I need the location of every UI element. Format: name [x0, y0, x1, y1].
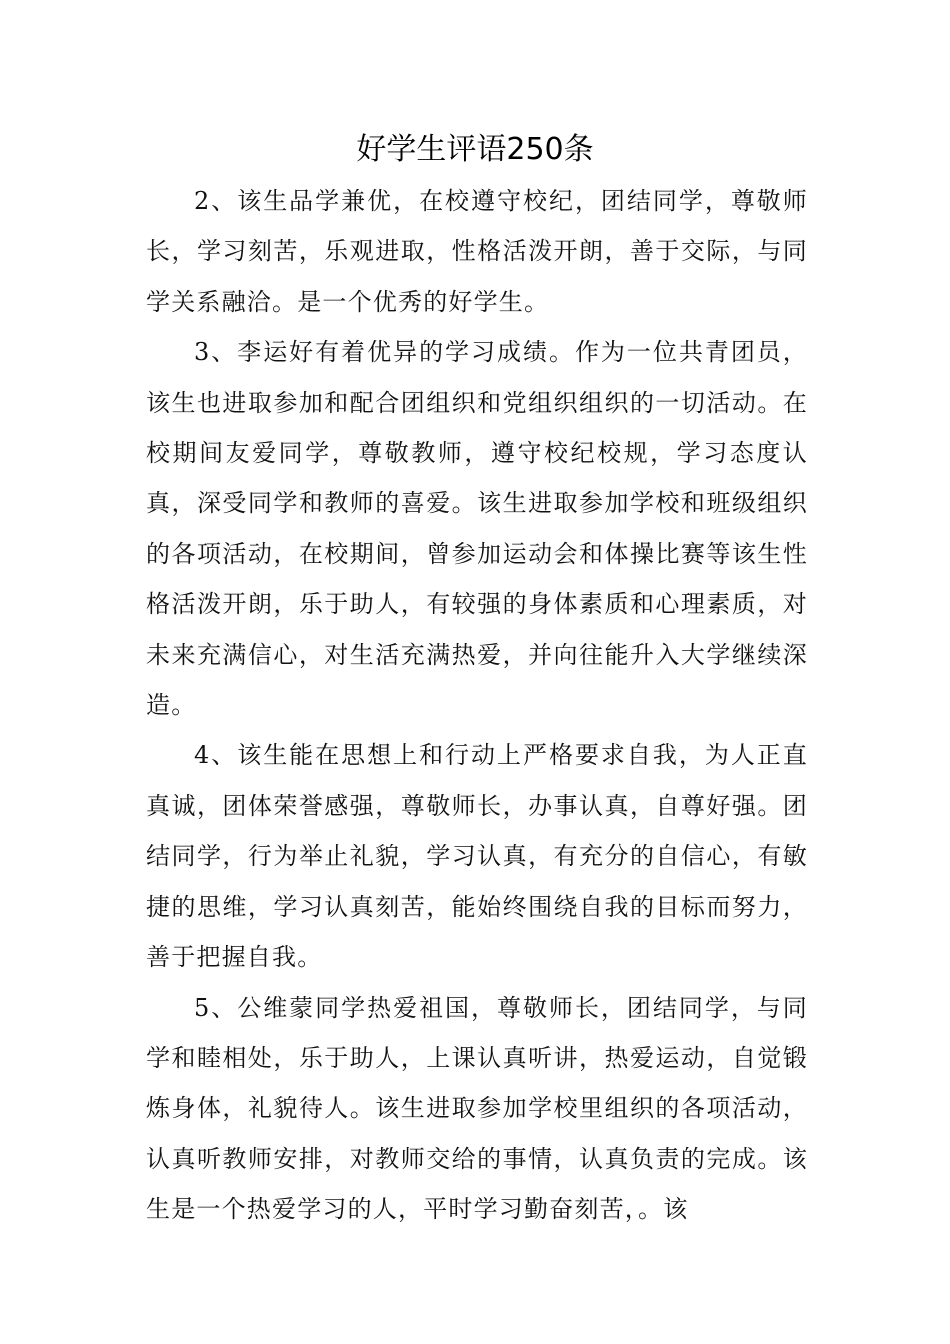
document-body — [146, 176, 808, 1235]
paragraph-5: 5、公维蒙同学热爱祖国，尊敬师长，团结同学，与同学和睦相处，乐于助人，上课认真听讲，热爱运动，自觉锻炼身体，礼貌待人。该生进取参加学校里组织的各项活动，认真听教师安排，对教师交给的事情，认真负责的完成。该生是一个热爱学习的人，平时学习勤奋刻苦，。该 — [146, 993, 808, 1224]
paragraph-2: 2、该生品学兼优，在校遵守校纪，团结同学，尊敬师长，学习刻苦，乐观进取，性格活泼开朗，善于交际，与同学关系融洽。是一个优秀的好学生。 — [146, 187, 808, 316]
document-title: 好学生评语250条 — [356, 132, 594, 167]
paragraph-3: 3、李运好有着优异的学习成绩。作为一位共青团员，该生也进取参加和配合团组织和党组织组织的一切活动。在校期间友爱同学，尊敬教师，遵守校纪校规，学习态度认真，深受同学和教师的喜爱。该生进取参加学校和班级组织的各项活动，在校期间，曾参加运动会和体操比赛等该生性格活泼开朗，乐于助人，有较强的身体素质和心理素质，对未来充满信心，对生活充满热爱，并向往能升入大学继续深造。 — [146, 338, 808, 720]
paragraph-4: 4、该生能在思想上和行动上严格要求自我，为人正直真诚，团体荣誉感强，尊敬师长，办事认真，自尊好强。团结同学，行为举止礼貌，学习认真，有充分的自信心，有敏捷的思维，学习认真刻苦，能始终围绕自我的目标而努力，善于把握自我。 — [146, 741, 808, 972]
